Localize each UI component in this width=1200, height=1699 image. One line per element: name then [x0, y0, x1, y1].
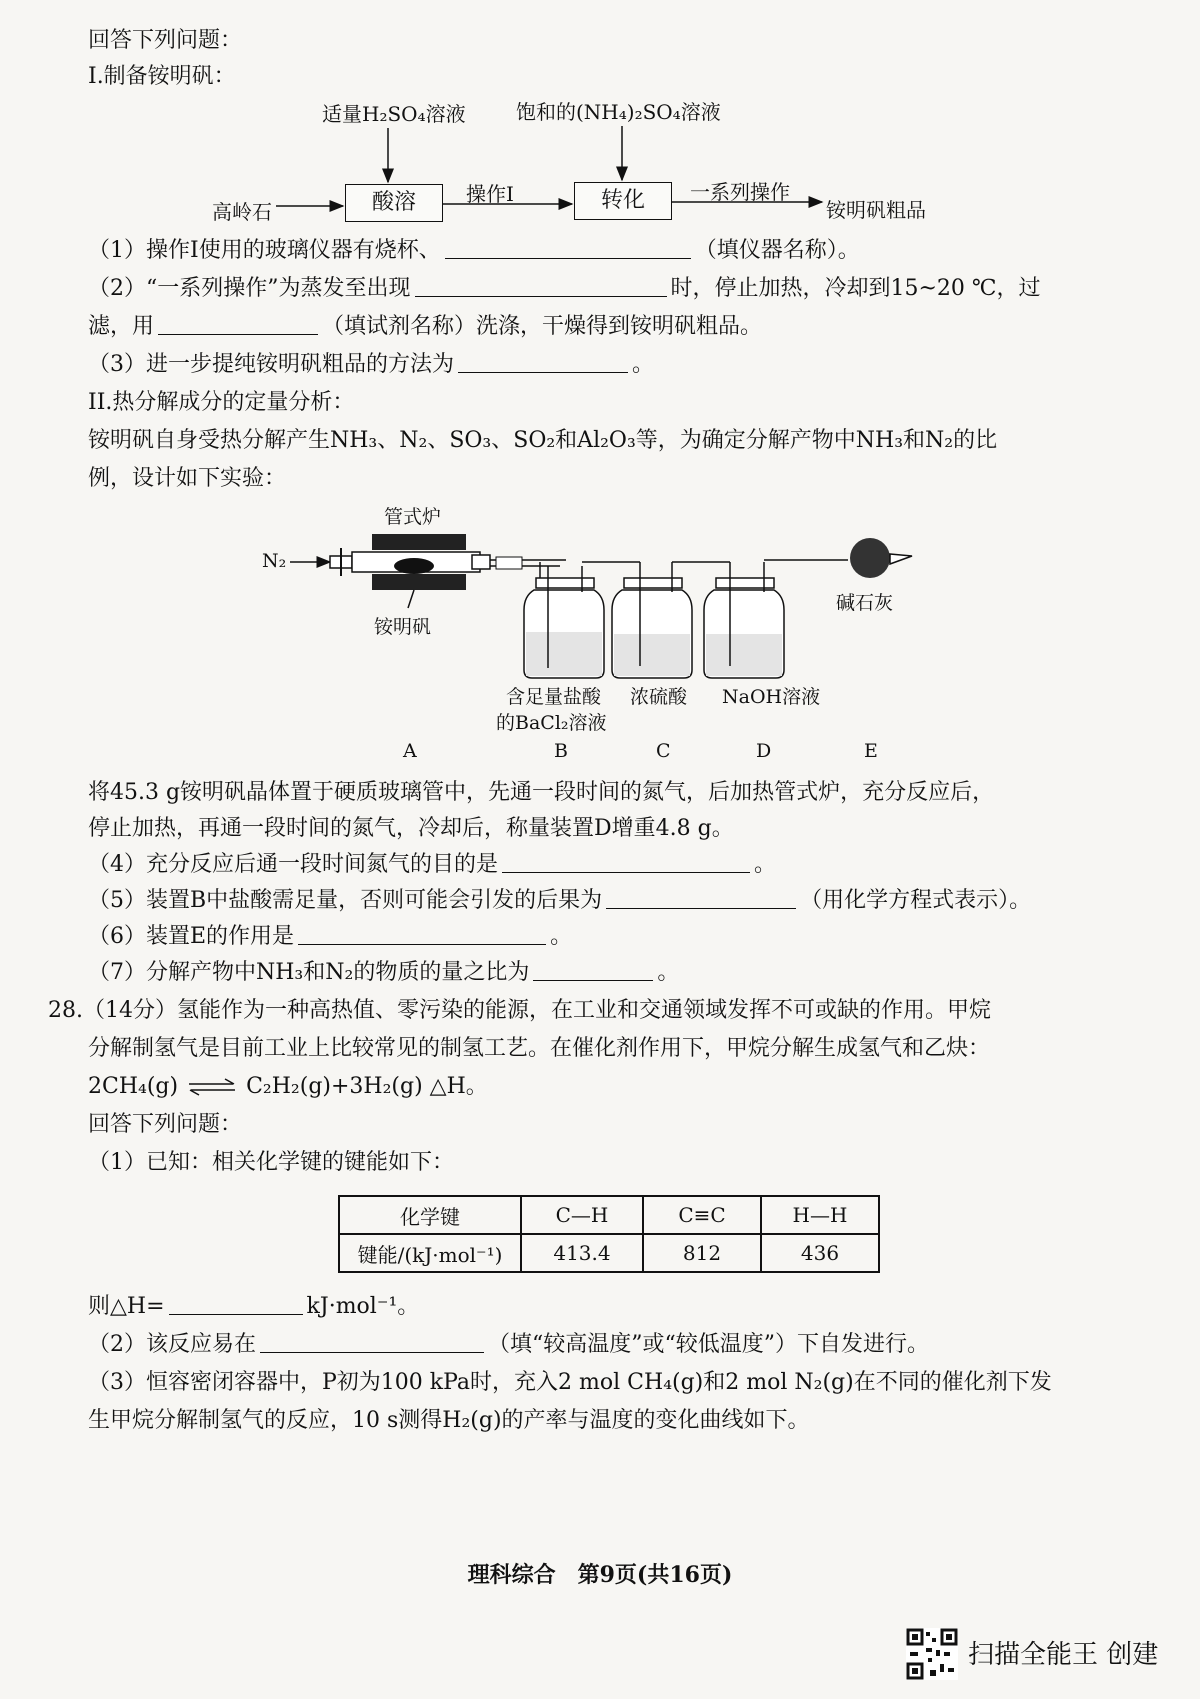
q28-dh-text-b: kJ·mol⁻¹。 [306, 1294, 420, 1319]
q27-1-text-b: （填仪器名称）。 [694, 238, 860, 263]
table-cell: 436 [761, 1234, 879, 1272]
letter-e: E [864, 740, 878, 762]
flow-reagent1: 适量H₂SO₄溶液 [322, 102, 466, 126]
label-n2: N₂ [262, 550, 287, 572]
label-sample: 铵明矾 [374, 616, 432, 638]
q27-1-text-a: （1）操作I使用的玻璃仪器有烧杯、 [88, 238, 441, 263]
q28-3-line2: 生甲烷分解制氢气的反应，10 s测得H₂(g)的产率与温度的变化曲线如下。 [88, 1408, 810, 1433]
label-soda-lime: 碱石灰 [836, 592, 894, 614]
q27-2-text-a: （2）“一系列操作”为蒸发至出现 [88, 276, 411, 301]
q27-7-answer-blank[interactable] [533, 958, 653, 981]
q27-2 [88, 274, 1041, 304]
equilibrium-arrow-icon [187, 1078, 237, 1096]
table-cell: 812 [643, 1234, 761, 1272]
label-c: 浓硫酸 [630, 686, 688, 708]
q27-4-answer-blank[interactable] [502, 850, 750, 873]
q27-2-cont [88, 312, 762, 342]
flow-box-acid-dissolve: 酸溶 [345, 184, 443, 222]
q27-7 [88, 958, 679, 988]
flow-box-convert: 转化 [574, 182, 672, 220]
table-cell: 413.4 [521, 1234, 643, 1272]
exp-line1: 将45.3 g铵明矾晶体置于硬质玻璃管中，先通一段时间的氮气，后加热管式炉，充分反应后， [88, 780, 995, 805]
q28-2 [88, 1330, 929, 1360]
q28-equation [88, 1072, 488, 1102]
part2-line1: 铵明矾自身受热分解产生NH₃、N₂、SO₃、SO₂和Al₂O₃等，为确定分解产物中NH₃和N₂的比 [88, 428, 998, 453]
label-b-1: 含足量盐酸 [506, 686, 602, 708]
q27-5-text-a: （5）装置B中盐酸需足量，否则可能会引发的后果为 [88, 888, 603, 913]
q28-dh-text-a: 则△H= [88, 1294, 165, 1319]
q27-6-text-b: 。 [550, 924, 573, 949]
q27-3-text-a: （3）进一步提纯铵明矾粗品的方法为 [88, 352, 454, 377]
q27-4-text-b: 。 [754, 852, 777, 877]
q27-5-answer-blank[interactable] [606, 886, 796, 909]
qr-code-icon [906, 1628, 958, 1680]
q27-intro: 回答下列问题： [88, 28, 243, 53]
q27-4-text-a: （4）充分反应后通一段时间氮气的目的是 [88, 852, 498, 877]
flow-op2: 一系列操作 [690, 180, 790, 204]
flow-arrows [0, 0, 1200, 260]
q27-6 [88, 922, 572, 952]
letter-d: D [756, 740, 772, 762]
q27-3-answer-blank[interactable] [458, 350, 628, 373]
page-footer: 理科综合 第9页(共16页) [467, 1562, 733, 1588]
label-furnace: 管式炉 [384, 506, 442, 528]
flow-op1: 操作I [466, 182, 514, 206]
q27-3-text-b: 。 [632, 352, 655, 377]
letter-c: C [656, 740, 671, 762]
q27-5-text-b: （用化学方程式表示）。 [800, 888, 1032, 913]
flow-product: 铵明矾粗品 [826, 198, 926, 222]
letter-a: A [403, 740, 417, 762]
table-row [339, 1196, 879, 1234]
q27-2-answer-blank-2[interactable] [158, 312, 318, 335]
q27-6-text-a: （6）装置E的作用是 [88, 924, 295, 949]
q27-2-text-b: 时，停止加热，冷却到15~20 ℃，过 [670, 276, 1041, 301]
q27-7-text-a: （7）分解产物中NH₃和N₂的物质的量之比为 [88, 960, 530, 985]
scanner-watermark: 扫描全能王 创建 [968, 1640, 1159, 1670]
q28-2-text-b: （填“较高温度”或“较低温度”）下自发进行。 [488, 1332, 929, 1357]
part1-title: I.制备铵明矾： [88, 64, 236, 89]
exp-line2: 停止加热，再通一段时间的氮气，冷却后，称量装置D增重4.8 g。 [88, 816, 734, 841]
table-header-cell: 化学键 [339, 1196, 521, 1234]
table-header-cell: C—H [521, 1196, 643, 1234]
q27-7-text-b: 。 [657, 960, 680, 985]
q28-2-answer-blank[interactable] [260, 1330, 484, 1353]
bond-energy-table [338, 1195, 880, 1273]
q28-2-text-a: （2）该反应易在 [88, 1332, 256, 1357]
q28-1: （1）已知：相关化学键的键能如下： [88, 1150, 454, 1175]
q27-1 [88, 236, 860, 266]
flow-reagent2: 饱和的(NH₄)₂SO₄溶液 [516, 100, 721, 124]
table-header-cell: C≡C [643, 1196, 761, 1234]
q27-5 [88, 886, 1031, 916]
q28-line2: 分解制氢气是目前工业上比较常见的制氢工艺。在催化剂作用下，甲烷分解生成氢气和乙炔： [88, 1036, 991, 1061]
q27-1-answer-blank[interactable] [445, 236, 691, 259]
part2-title: II.热分解成分的定量分析： [88, 390, 355, 415]
q28-intro: 回答下列问题： [88, 1112, 243, 1137]
letter-b: B [554, 740, 568, 762]
q27-2-text-c: 滤，用 [88, 314, 155, 339]
equation-right: C₂H₂(g)+3H₂(g) △H。 [246, 1074, 488, 1099]
table-header-cell: H—H [761, 1196, 879, 1234]
q28-line1: 28.（14分）氢能作为一种高热值、零污染的能源，在工业和交通领域发挥不可或缺的作用。甲烷 [48, 998, 991, 1023]
q28-dh-answer-blank[interactable] [169, 1292, 303, 1315]
q27-2-answer-blank-1[interactable] [415, 274, 667, 297]
apparatus-drawing [0, 500, 1200, 700]
q27-6-answer-blank[interactable] [298, 922, 546, 945]
q28-3-line1: （3）恒容密闭容器中，P初为100 kPa时，充入2 mol CH₄(g)和2 mol N₂(g)在不同的催化剂下发 [88, 1370, 1052, 1395]
flow-start: 高岭石 [212, 200, 272, 224]
label-d: NaOH溶液 [722, 686, 821, 708]
q28-dh [88, 1292, 419, 1322]
part2-line2: 例，设计如下实验： [88, 466, 287, 491]
table-cell: 键能/(kJ·mol⁻¹) [339, 1234, 521, 1272]
q27-3 [88, 350, 654, 380]
equation-left: 2CH₄(g) [88, 1074, 179, 1099]
label-b-2: 的BaCl₂溶液 [496, 712, 607, 734]
q27-2-text-d: （填试剂名称）洗涤，干燥得到铵明矾粗品。 [322, 314, 763, 339]
q27-4 [88, 850, 776, 880]
table-row [339, 1234, 879, 1272]
